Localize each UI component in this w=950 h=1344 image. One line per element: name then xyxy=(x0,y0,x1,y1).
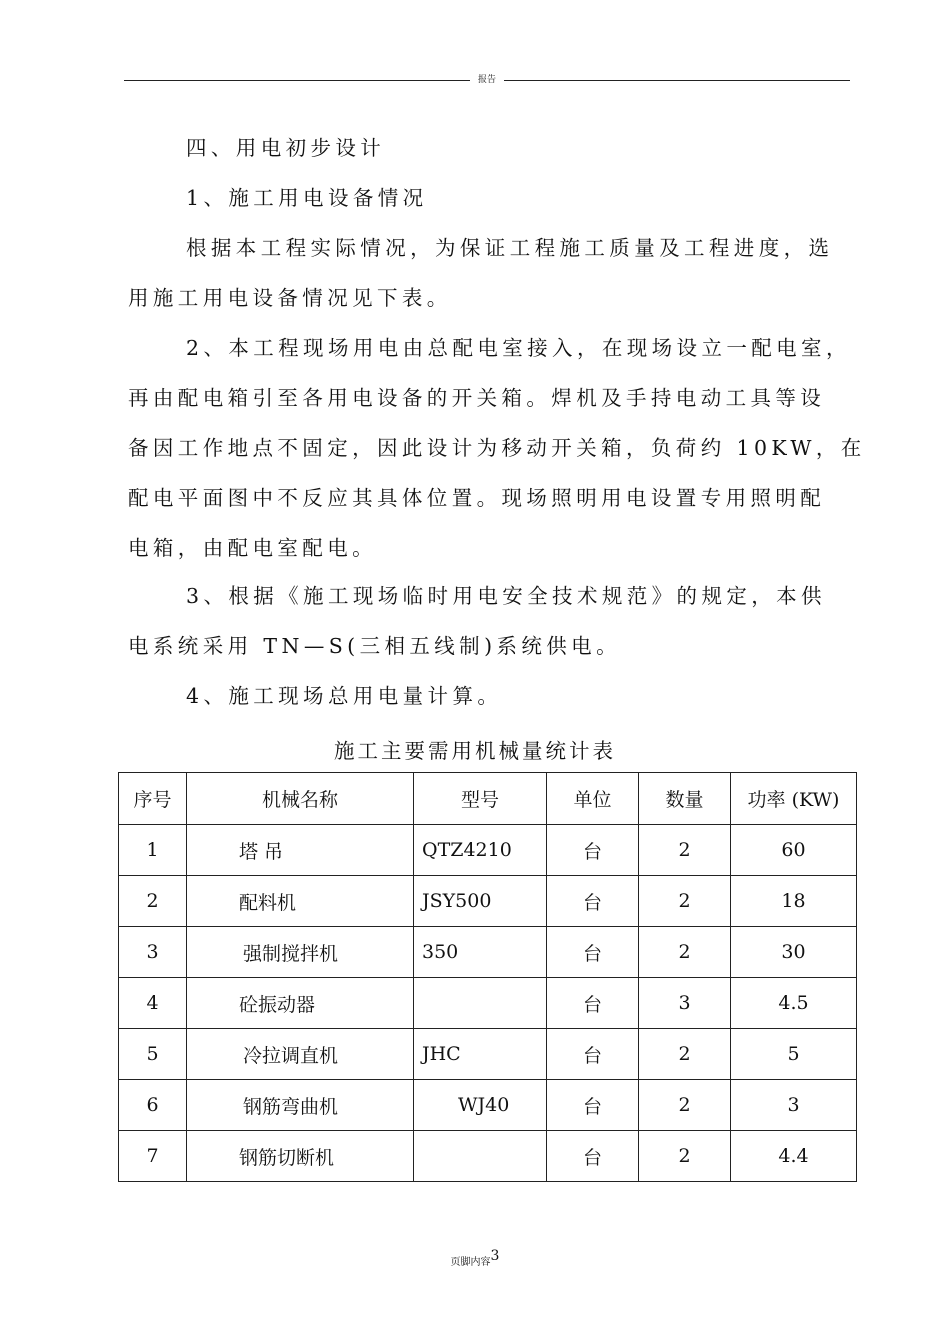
col-header-index: 序号 xyxy=(119,773,187,825)
cell-unit: 台 xyxy=(547,978,639,1029)
cell-model xyxy=(414,978,547,1029)
cell-unit: 台 xyxy=(547,1029,639,1080)
table-row xyxy=(119,927,857,978)
paragraph-line: 根据本工程实际情况，为保证工程施工质量及工程进度，选 xyxy=(186,236,834,260)
cell-model: JSY500 xyxy=(414,876,547,927)
cell-qty: 2 xyxy=(639,1080,731,1131)
cell-name: 钢筋弯曲机 xyxy=(187,1080,414,1131)
paragraph-line: 2、本工程现场用电由总配电室接入，在现场设立一配电室， xyxy=(186,336,851,360)
table-row xyxy=(119,1080,857,1131)
cell-qty: 3 xyxy=(639,978,731,1029)
cell-model: WJ40 xyxy=(414,1080,547,1131)
table-header-row xyxy=(119,773,857,825)
cell-model: 350 xyxy=(414,927,547,978)
header-text: 报告 xyxy=(470,74,504,86)
paragraph-line: 4、施工现场总用电量计算。 xyxy=(186,684,503,708)
cell-index: 5 xyxy=(119,1029,187,1080)
cell-model xyxy=(414,1131,547,1182)
cell-unit: 台 xyxy=(547,1131,639,1182)
cell-model: JHC xyxy=(414,1029,547,1080)
cell-index: 3 xyxy=(119,927,187,978)
cell-unit: 台 xyxy=(547,825,639,876)
table-row xyxy=(119,825,857,876)
table-row xyxy=(119,1131,857,1182)
table-row xyxy=(119,978,857,1029)
paragraph-line: 电箱，由配电室配电。 xyxy=(128,536,377,560)
table-title: 施工主要需用机械量统计表 xyxy=(334,739,616,763)
cell-name: 强制搅拌机 xyxy=(187,927,414,978)
paragraph-line: 用施工用电设备情况见下表。 xyxy=(128,286,452,310)
cell-qty: 2 xyxy=(639,1131,731,1182)
cell-power: 3 xyxy=(731,1080,857,1131)
cell-name: 冷拉调直机 xyxy=(187,1029,414,1080)
cell-name: 塔 吊 xyxy=(187,825,414,876)
cell-qty: 2 xyxy=(639,927,731,978)
cell-qty: 2 xyxy=(639,825,731,876)
page-number: 3 xyxy=(490,1248,500,1264)
section-heading: 四、用电初步设计 xyxy=(186,136,386,160)
cell-qty: 2 xyxy=(639,876,731,927)
cell-name: 砼振动器 xyxy=(187,978,414,1029)
cell-qty: 2 xyxy=(639,1029,731,1080)
cell-unit: 台 xyxy=(547,927,639,978)
col-header-qty: 数量 xyxy=(639,773,731,825)
cell-power: 4.5 xyxy=(731,978,857,1029)
cell-power: 30 xyxy=(731,927,857,978)
subsection-heading-1: 1、施工用电设备情况 xyxy=(186,186,428,210)
cell-index: 2 xyxy=(119,876,187,927)
paragraph-line: 电系统采用 TN—S(三相五线制)系统供电。 xyxy=(128,634,621,658)
machinery-table xyxy=(118,772,857,1182)
cell-index: 6 xyxy=(119,1080,187,1131)
table-row xyxy=(119,1029,857,1080)
paragraph-line: 配电平面图中不反应其具体位置。现场照明用电设置专用照明配 xyxy=(128,486,826,510)
paragraph-line: 备因工作地点不固定，因此设计为移动开关箱，负荷约 10KW，在 xyxy=(128,436,866,460)
cell-unit: 台 xyxy=(547,1080,639,1131)
cell-name: 钢筋切断机 xyxy=(187,1131,414,1182)
col-header-model: 型号 xyxy=(414,773,547,825)
cell-index: 7 xyxy=(119,1131,187,1182)
col-header-unit: 单位 xyxy=(547,773,639,825)
col-header-name: 机械名称 xyxy=(187,773,414,825)
cell-index: 1 xyxy=(119,825,187,876)
cell-model: QTZ4210 xyxy=(414,825,547,876)
col-header-power: 功率 (KW) xyxy=(731,773,857,825)
cell-power: 5 xyxy=(731,1029,857,1080)
cell-power: 18 xyxy=(731,876,857,927)
cell-power: 4.4 xyxy=(731,1131,857,1182)
cell-unit: 台 xyxy=(547,876,639,927)
footer-label: 页脚内容 xyxy=(450,1257,491,1268)
paragraph-line: 3、根据《施工现场临时用电安全技术规范》的规定，本供 xyxy=(186,584,826,608)
table-row xyxy=(119,876,857,927)
page-footer xyxy=(0,1248,950,1268)
cell-name: 配料机 xyxy=(187,876,414,927)
cell-power: 60 xyxy=(731,825,857,876)
paragraph-line: 再由配电箱引至各用电设备的开关箱。焊机及手持电动工具等设 xyxy=(128,386,826,410)
cell-index: 4 xyxy=(119,978,187,1029)
